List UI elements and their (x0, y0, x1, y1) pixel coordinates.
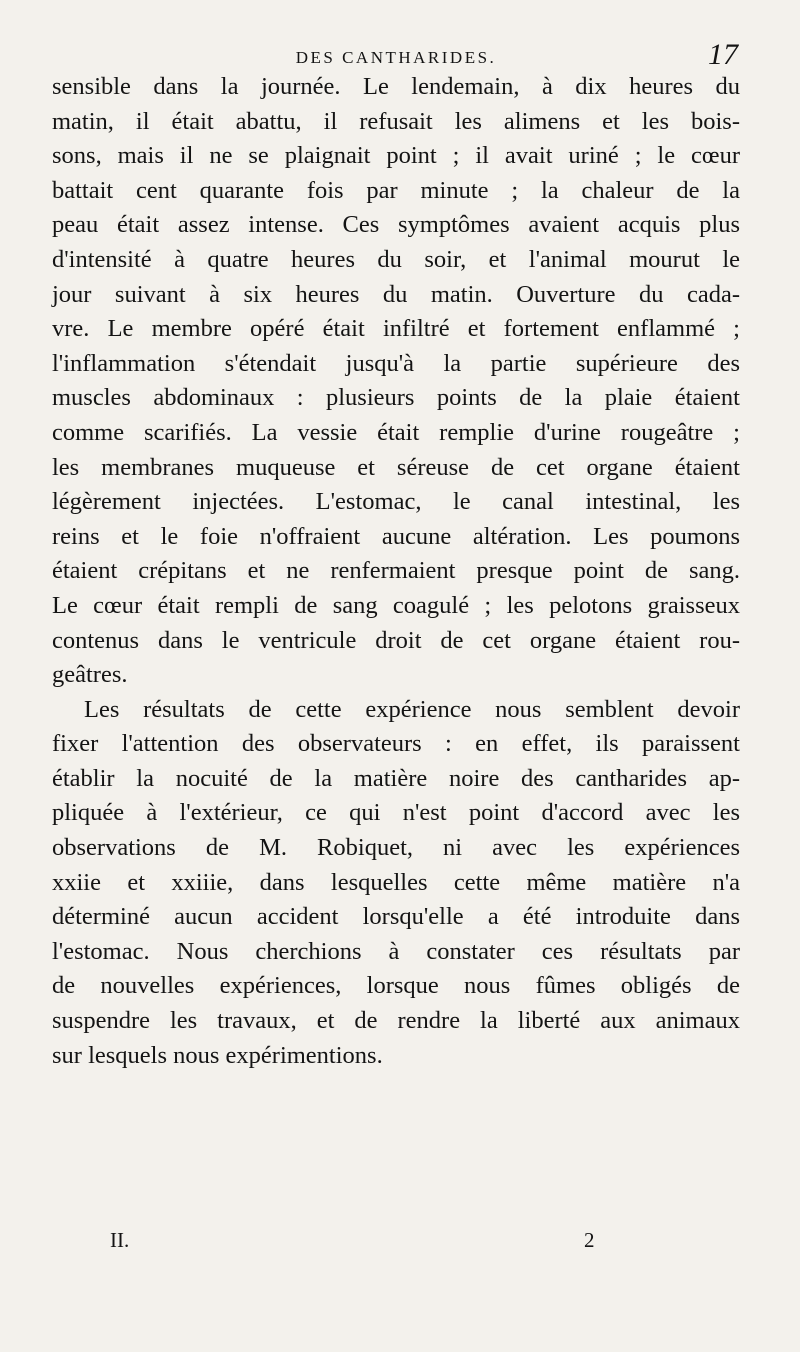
page-number: 17 (708, 38, 738, 71)
text-line: suspendre les travaux, et de rendre la liberté aux animaux (52, 1007, 740, 1035)
text-line: d'intensité à quatre heures du soir, et l'animal mourut le (52, 245, 740, 273)
text-line: Les résultats de cette expérience nous semblent devoir (84, 695, 740, 723)
text-line: matin, il était abattu, il refusait les alimens et les bois- (52, 107, 740, 135)
text-line: muscles abdominaux : plusieurs points de la plaie étaient (52, 384, 740, 412)
text-line: l'inflammation s'étendait jusqu'à la partie supérieure des (52, 349, 740, 377)
text-line: fixer l'attention des observateurs : en effet, ils paraissent (52, 730, 740, 758)
text-line: les membranes muqueuse et séreuse de cet organe étaient (52, 453, 740, 481)
text-line: contenus dans le ventricule droit de cet organe étaient rou- (52, 626, 740, 654)
text-line: vre. Le membre opéré était infiltré et fortement enflammé ; (52, 315, 740, 343)
text-line: xxiie et xxiiie, dans lesquelles cette même matière n'a (52, 868, 740, 896)
text-line: observations de M. Robiquet, ni avec les expériences (52, 834, 740, 862)
text-line: sensible dans la journée. Le lendemain, à dix heures du (52, 73, 740, 100)
text-line: pliquée à l'extérieur, ce qui n'est point d'accord avec les (52, 799, 740, 827)
text-line: Le cœur était rempli de sang coagulé ; les pelotons graisseux (52, 591, 740, 619)
text-line: battait cent quarante fois par minute ; la chaleur de la (52, 176, 740, 204)
text-line: étaient crépitans et ne renfermaient presque point de sang. (52, 557, 740, 585)
text-line: établir la nocuité de la matière noire des cantharides ap- (52, 764, 740, 792)
text-line: l'estomac. Nous cherchions à constater ces résultats par (52, 937, 740, 965)
body-text (52, 70, 740, 1073)
text-line: de nouvelles expériences, lorsque nous fûmes obligés de (52, 972, 740, 1000)
text-line: reins et le foie n'offraient aucune altération. Les poumons (52, 522, 740, 550)
text-line: comme scarifiés. La vessie était remplie d'urine rougeâtre ; (52, 418, 740, 446)
signature-mark: II. (110, 1228, 130, 1252)
text-line: peau était assez intense. Ces symptômes avaient acquis plus (52, 211, 740, 239)
text-line: jour suivant à six heures du matin. Ouverture du cada- (52, 280, 740, 308)
text-line: légèrement injectées. L'estomac, le canal intestinal, les (52, 488, 740, 516)
running-title: DES CANTHARIDES. (295, 48, 497, 67)
text-line: geâtres. (52, 661, 128, 689)
text-line: déterminé aucun accident lorsqu'elle a été introduite dans (52, 903, 740, 931)
sheet-number: 2 (584, 1228, 595, 1252)
text-line: sur lesquels nous expérimentions. (52, 1041, 383, 1069)
page-footer (110, 1228, 630, 1258)
text-line: sons, mais il ne se plaignait point ; il avait uriné ; le cœur (52, 142, 740, 170)
